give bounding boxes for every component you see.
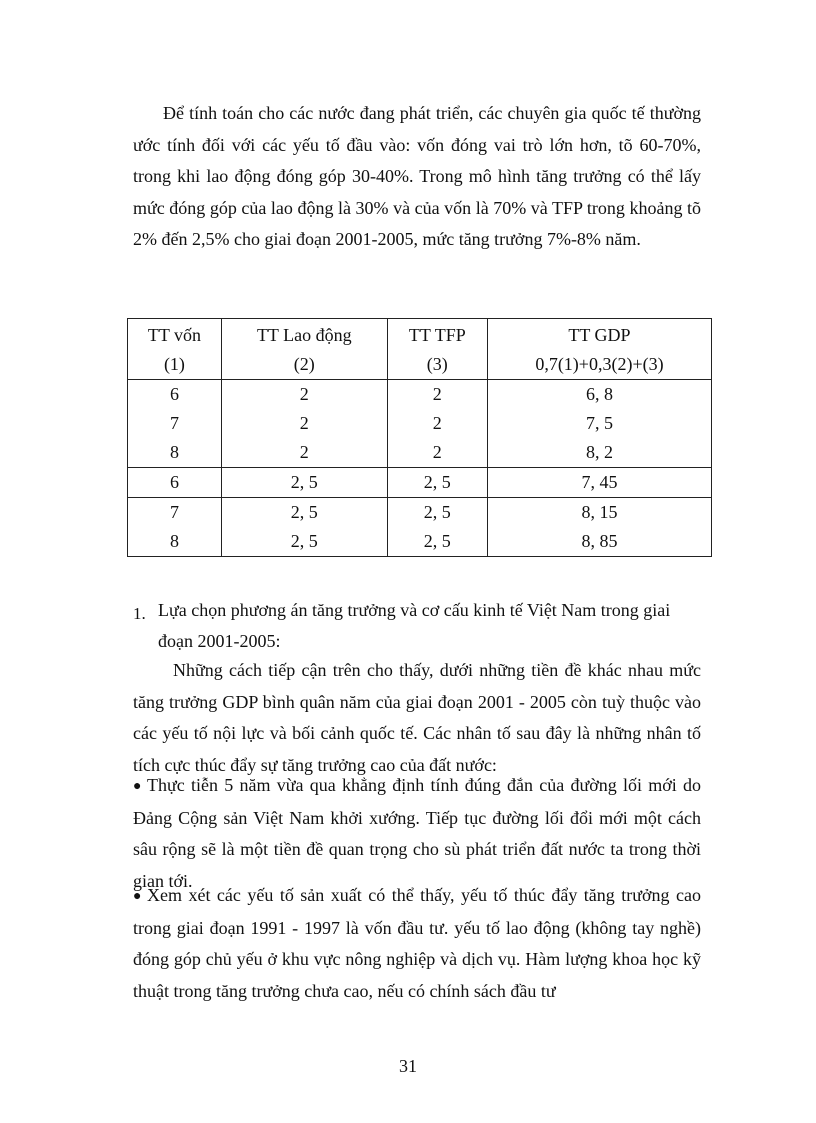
bullet-text: Xem xét các yếu tố sản xuất có thể thấy, yếu tố thúc đẩy tăng trưởng cao trong giai đoạn 1991 - 1997 là vốn đầu tư. yếu tố lao động (không tay nghề) đóng góp chủ yếu ở khu vực nông nghiệp và dịch vụ. Hàm lượng khoa học kỹ thuật trong tăng trưởng chưa cao, nếu có chính sách đầu tư [133,885,701,1001]
cell-gdp: 7, 5 [487,409,711,438]
page-number: 31 [399,1056,417,1076]
cell-labor: 2 [221,380,387,410]
header-gdp: TT GDP [487,319,711,351]
table-row [128,380,712,410]
cell-tfp: 2 [387,380,487,410]
header-tfp: TT TFP [387,319,487,351]
growth-table [127,318,712,557]
header-labor: TT Lao động [221,319,387,351]
table-row [128,438,712,468]
subheader-labor: (2) [221,350,387,380]
subheader-tfp: (3) [387,350,487,380]
cell-capital: 6 [128,380,222,410]
cell-gdp: 8, 85 [487,527,711,557]
table-subheader-row [128,350,712,380]
table-row [128,527,712,557]
bullet-icon: ● [133,889,142,904]
bullet-text: Thực tiễn 5 năm vừa qua khẳng định tính đúng đắn của đường lối mới do Đảng Cộng sản Việt Nam khởi xướng. Tiếp tục đường lối đổi mới một cách sâu rộng sẽ là một tiền đề quan trọng cho sù phát triển đất nước ta trong thời gian tới. [133,775,701,891]
table-row [128,498,712,528]
section-heading [133,595,703,657]
cell-tfp: 2, 5 [387,468,487,498]
section-paragraph: Những cách tiếp cận trên cho thấy, dưới những tiền đề khác nhau mức tăng trưởng GDP bình quân năm của giai đoạn 2001 - 2005 còn tuỳ thuộc vào các yếu tố nội lực và bối cảnh quốc tế. Các nhân tố sau đây là những nhân tố tích cực thúc đẩy sự tăng trưởng cao của đất nước: [133,660,701,775]
table-header-row [128,319,712,351]
bullet-item [133,880,701,1007]
section-title: Lựa chọn phương án tăng trưởng và cơ cấu kinh tế Việt Nam trong giai đoạn 2001-2005: [158,600,671,651]
cell-capital: 6 [128,468,222,498]
cell-gdp: 8, 2 [487,438,711,468]
cell-labor: 2 [221,409,387,438]
bullet-item [133,770,701,897]
cell-labor: 2, 5 [221,527,387,557]
subheader-capital: (1) [128,350,222,380]
cell-gdp: 8, 15 [487,498,711,528]
cell-tfp: 2 [387,438,487,468]
section-number: 1. [133,604,146,623]
header-capital: TT vốn [128,319,222,351]
cell-capital: 7 [128,498,222,528]
subheader-gdp: 0,7(1)+0,3(2)+(3) [487,350,711,380]
cell-tfp: 2 [387,409,487,438]
intro-paragraph: Để tính toán cho các nước đang phát triển, các chuyên gia quốc tế thường ước tính đối với các yếu tố đầu vào: vốn đóng vai trò lớn hơn, tõ 60-70%, trong khi lao động đóng góp 30-40%. Trong mô hình tăng trưởng có thể lấy mức đóng góp của lao động là 30% và của vốn là 70% và TFP trong khoảng tõ 2% đến 2,5% cho giai đoạn 2001-2005, mức tăng trưởng 7%-8% năm. [133,103,701,249]
cell-capital: 7 [128,409,222,438]
cell-gdp: 7, 45 [487,468,711,498]
cell-tfp: 2, 5 [387,498,487,528]
cell-labor: 2, 5 [221,498,387,528]
cell-gdp: 6, 8 [487,380,711,410]
cell-capital: 8 [128,527,222,557]
cell-labor: 2, 5 [221,468,387,498]
bullet-icon: ● [133,779,142,794]
table-row [128,409,712,438]
cell-labor: 2 [221,438,387,468]
table-row [128,468,712,498]
cell-tfp: 2, 5 [387,527,487,557]
cell-capital: 8 [128,438,222,468]
